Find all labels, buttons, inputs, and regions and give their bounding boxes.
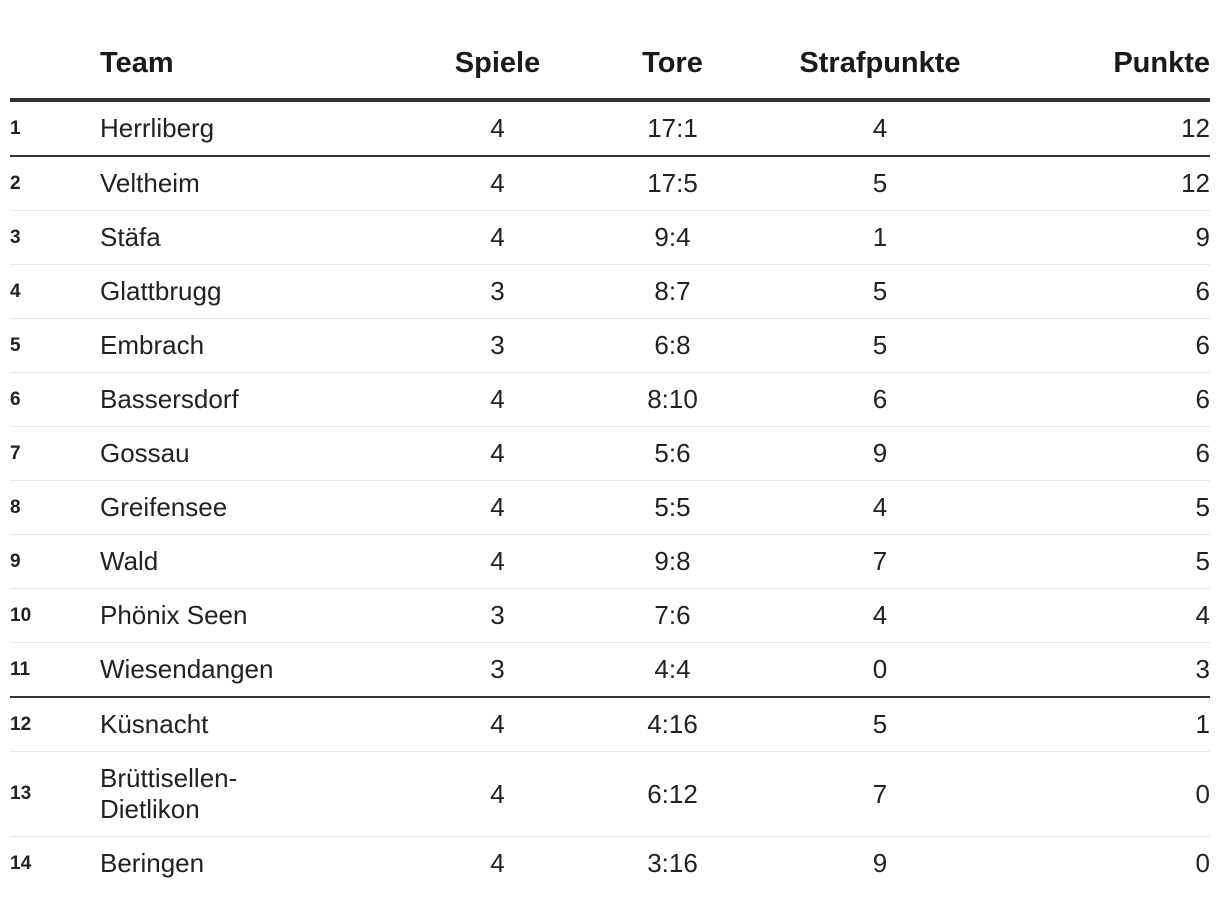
points-cell: 0	[1195, 848, 1210, 878]
penalty-cell: 7	[750, 535, 1010, 589]
header-games: Spiele	[400, 28, 595, 100]
points-cell: 12	[1010, 156, 1210, 211]
team-cell: Embrach	[100, 319, 400, 373]
team-cell: Bassersdorf	[100, 373, 400, 427]
rank-cell: 12	[10, 697, 100, 752]
team-cell: Gossau	[100, 427, 400, 481]
goals-cell: 8:7	[595, 265, 750, 319]
team-cell: Beringen	[100, 848, 205, 878]
team-cell: Wald	[100, 535, 400, 589]
points-cell: 5	[1010, 481, 1210, 535]
goals-cell: 4:4	[595, 643, 750, 698]
rank-cell: 14	[10, 852, 32, 874]
penalty-cell: 4	[750, 100, 1010, 156]
table-row	[10, 697, 1210, 752]
rank-cell: 13	[10, 752, 100, 837]
penalty-cell: 0	[750, 643, 1010, 698]
rank-cell: 6	[10, 373, 100, 427]
penalty-cell: 9	[750, 427, 1010, 481]
goals-cell: 7:6	[595, 589, 750, 643]
table-row	[10, 643, 1210, 698]
team-cell: Greifensee	[100, 481, 400, 535]
points-cell: 6	[1010, 319, 1210, 373]
points-cell: 4	[1010, 589, 1210, 643]
points-cell: 6	[1010, 427, 1210, 481]
team-cell: Phönix Seen	[100, 589, 400, 643]
standings-table	[10, 28, 1210, 890]
penalty-cell: 5	[750, 265, 1010, 319]
team-cell: Stäfa	[100, 211, 400, 265]
table-row	[10, 535, 1210, 589]
games-cell: 4	[490, 848, 505, 878]
penalty-cell: 4	[750, 481, 1010, 535]
team-cell: Küsnacht	[100, 697, 400, 752]
goals-cell: 8:10	[595, 373, 750, 427]
rank-cell: 11	[10, 643, 100, 698]
games-cell: 4	[400, 156, 595, 211]
rank-cell: 5	[10, 319, 100, 373]
games-cell: 4	[400, 481, 595, 535]
games-cell: 3	[400, 589, 595, 643]
games-cell: 4	[400, 100, 595, 156]
rank-cell: 4	[10, 265, 100, 319]
goals-cell: 6:12	[595, 752, 750, 837]
rank-cell: 1	[10, 100, 100, 156]
goals-cell: 5:5	[595, 481, 750, 535]
games-cell: 4	[400, 752, 595, 837]
table-body	[10, 100, 1210, 890]
goals-cell: 9:4	[595, 211, 750, 265]
penalty-cell: 5	[750, 697, 1010, 752]
team-cell: Herrliberg	[100, 100, 400, 156]
table-row	[10, 373, 1210, 427]
header-row	[10, 28, 1210, 100]
team-cell: Glattbrugg	[100, 265, 400, 319]
games-cell: 4	[400, 427, 595, 481]
points-cell: 3	[1010, 643, 1210, 698]
table-row	[10, 589, 1210, 643]
rank-cell: 8	[10, 481, 100, 535]
games-cell: 4	[400, 535, 595, 589]
table-row	[10, 211, 1210, 265]
table-header	[10, 28, 1210, 100]
points-cell: 12	[1010, 100, 1210, 156]
header-penalty: Strafpunkte	[750, 28, 1010, 100]
goals-cell: 9:8	[595, 535, 750, 589]
penalty-cell: 6	[750, 373, 1010, 427]
goals-cell: 4:16	[595, 697, 750, 752]
rank-cell: 7	[10, 427, 100, 481]
rank-cell: 9	[10, 535, 100, 589]
table-row	[10, 752, 1210, 837]
points-cell: 6	[1010, 373, 1210, 427]
goals-cell: 6:8	[595, 319, 750, 373]
header-points: Punkte	[1010, 28, 1210, 100]
team-cell: Wiesendangen	[100, 643, 400, 698]
games-cell: 4	[400, 373, 595, 427]
penalty-cell: 9	[872, 848, 888, 878]
team-name-line1: Brüttisellen-	[100, 763, 238, 793]
goals-cell: 3:16	[647, 848, 698, 878]
penalty-cell: 4	[750, 589, 1010, 643]
points-cell: 1	[1010, 697, 1210, 752]
table-row	[10, 265, 1210, 319]
team-name-line2: Dietlikon	[100, 794, 200, 824]
points-cell: 9	[1010, 211, 1210, 265]
games-cell: 3	[400, 265, 595, 319]
table-row	[10, 156, 1210, 211]
table-row	[10, 481, 1210, 535]
goals-cell: 17:5	[595, 156, 750, 211]
rank-cell: 10	[10, 589, 100, 643]
penalty-cell: 5	[750, 319, 1010, 373]
points-cell: 0	[1010, 752, 1210, 837]
penalty-cell: 1	[750, 211, 1010, 265]
points-cell: 5	[1010, 535, 1210, 589]
goals-cell: 5:6	[595, 427, 750, 481]
rank-cell: 3	[10, 211, 100, 265]
table-row	[10, 319, 1210, 373]
team-cell: Veltheim	[100, 156, 400, 211]
table-row	[10, 427, 1210, 481]
header-rank	[10, 28, 100, 100]
table-row	[10, 100, 1210, 156]
table-row	[10, 837, 1210, 891]
penalty-cell: 5	[750, 156, 1010, 211]
penalty-cell: 7	[750, 752, 1010, 837]
games-cell: 3	[400, 643, 595, 698]
goals-cell: 17:1	[595, 100, 750, 156]
header-team: Team	[100, 28, 400, 100]
games-cell: 4	[400, 697, 595, 752]
rank-cell: 2	[10, 156, 100, 211]
games-cell: 3	[400, 319, 595, 373]
points-cell: 6	[1010, 265, 1210, 319]
games-cell: 4	[400, 211, 595, 265]
team-cell	[100, 752, 400, 837]
header-goals: Tore	[595, 28, 750, 100]
